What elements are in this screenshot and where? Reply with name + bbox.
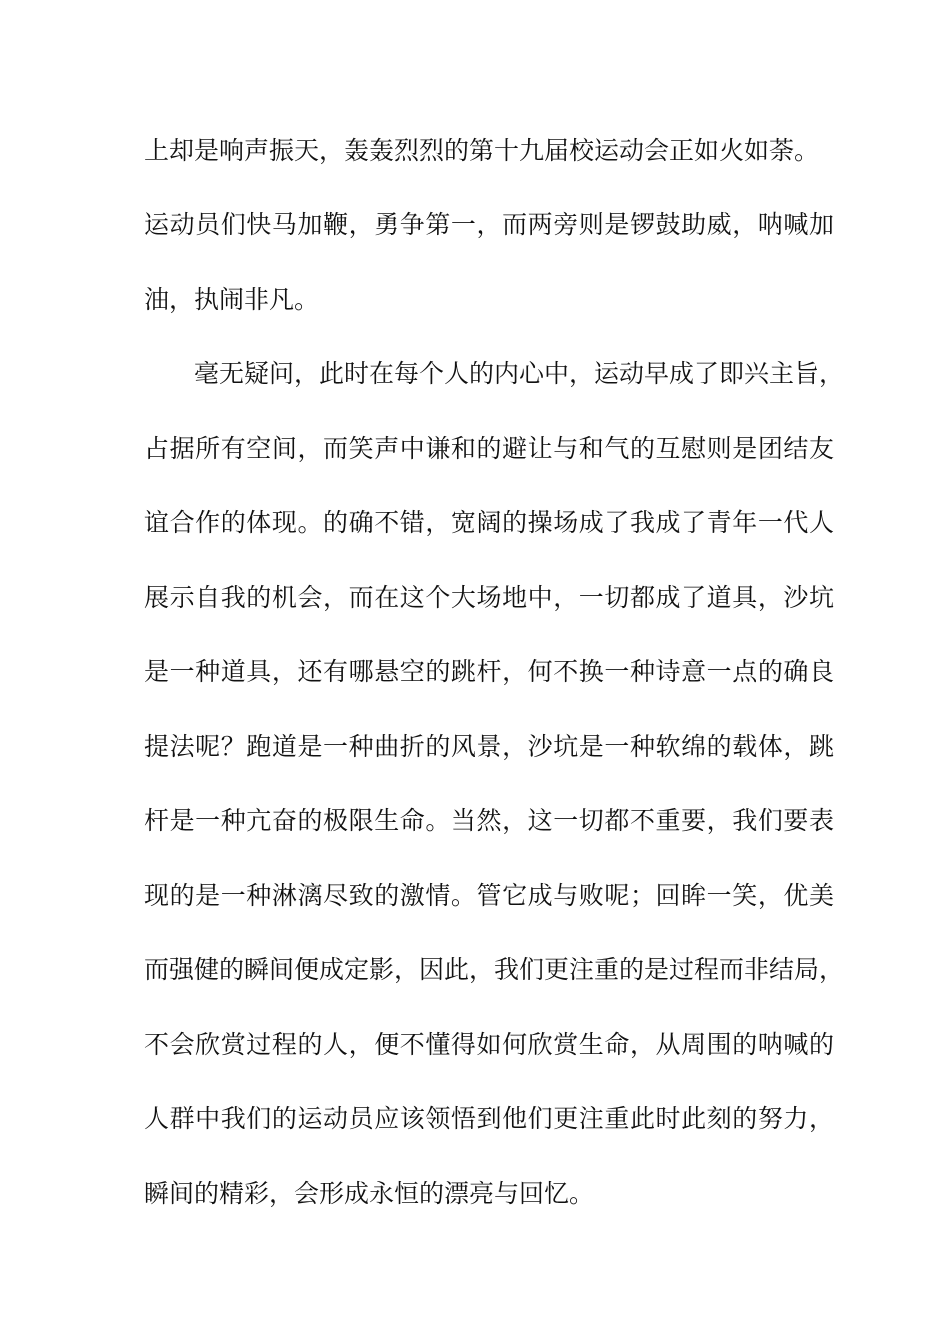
- paragraph-2-line-8: 现的是一种淋漓尽致的激情。管它成与败呢；回眸一笑，优美: [144, 881, 834, 910]
- paragraph-2-line-4: 展示自我的机会，而在这个大场地中，一切都成了道具，沙坑: [144, 583, 834, 612]
- paragraph-2-line-5: 是一种道具，还有哪悬空的跳杆，何不换一种诗意一点的确良: [144, 657, 834, 686]
- paragraph-2-line-7: 杆是一种亢奋的极限生命。当然，这一切都不重要，我们要表: [144, 806, 834, 835]
- paragraph-2-line-12: 瞬间的精彩，会形成永恒的漂亮与回忆。: [144, 1179, 595, 1208]
- paragraph-1-line-1: 上却是响声振天，轰轰烈烈的第十九届校运动会正如火如荼。: [144, 136, 820, 165]
- paragraph-1-line-3: 油，执闹非凡。: [144, 285, 320, 314]
- paragraph-2-line-11: 人群中我们的运动员应该领悟到他们更注重此时此刻的努力，: [144, 1104, 834, 1133]
- paragraph-2-line-9: 而强健的瞬间便成定影，因此，我们更注重的是过程而非结局，: [144, 955, 845, 984]
- paragraph-2-line-1: 毫无疑问，此时在每个人的内心中，运动早成了即兴主旨，: [194, 359, 845, 388]
- paragraph-2-line-2: 占据所有空间，而笑声中谦和的避让与和气的互慰则是团结友: [144, 434, 834, 463]
- paragraph-1-line-2: 运动员们快马加鞭，勇争第一，而两旁则是锣鼓助威，呐喊加: [144, 210, 834, 239]
- paragraph-2-line-10: 不会欣赏过程的人，便不懂得如何欣赏生命，从周围的呐喊的: [144, 1030, 834, 1059]
- paragraph-2-line-6: 提法呢？跑道是一种曲折的风景，沙坑是一种软绵的载体，跳: [144, 732, 834, 761]
- paragraph-2-line-3: 谊合作的体现。的确不错，宽阔的操场成了我成了青年一代人: [144, 508, 834, 537]
